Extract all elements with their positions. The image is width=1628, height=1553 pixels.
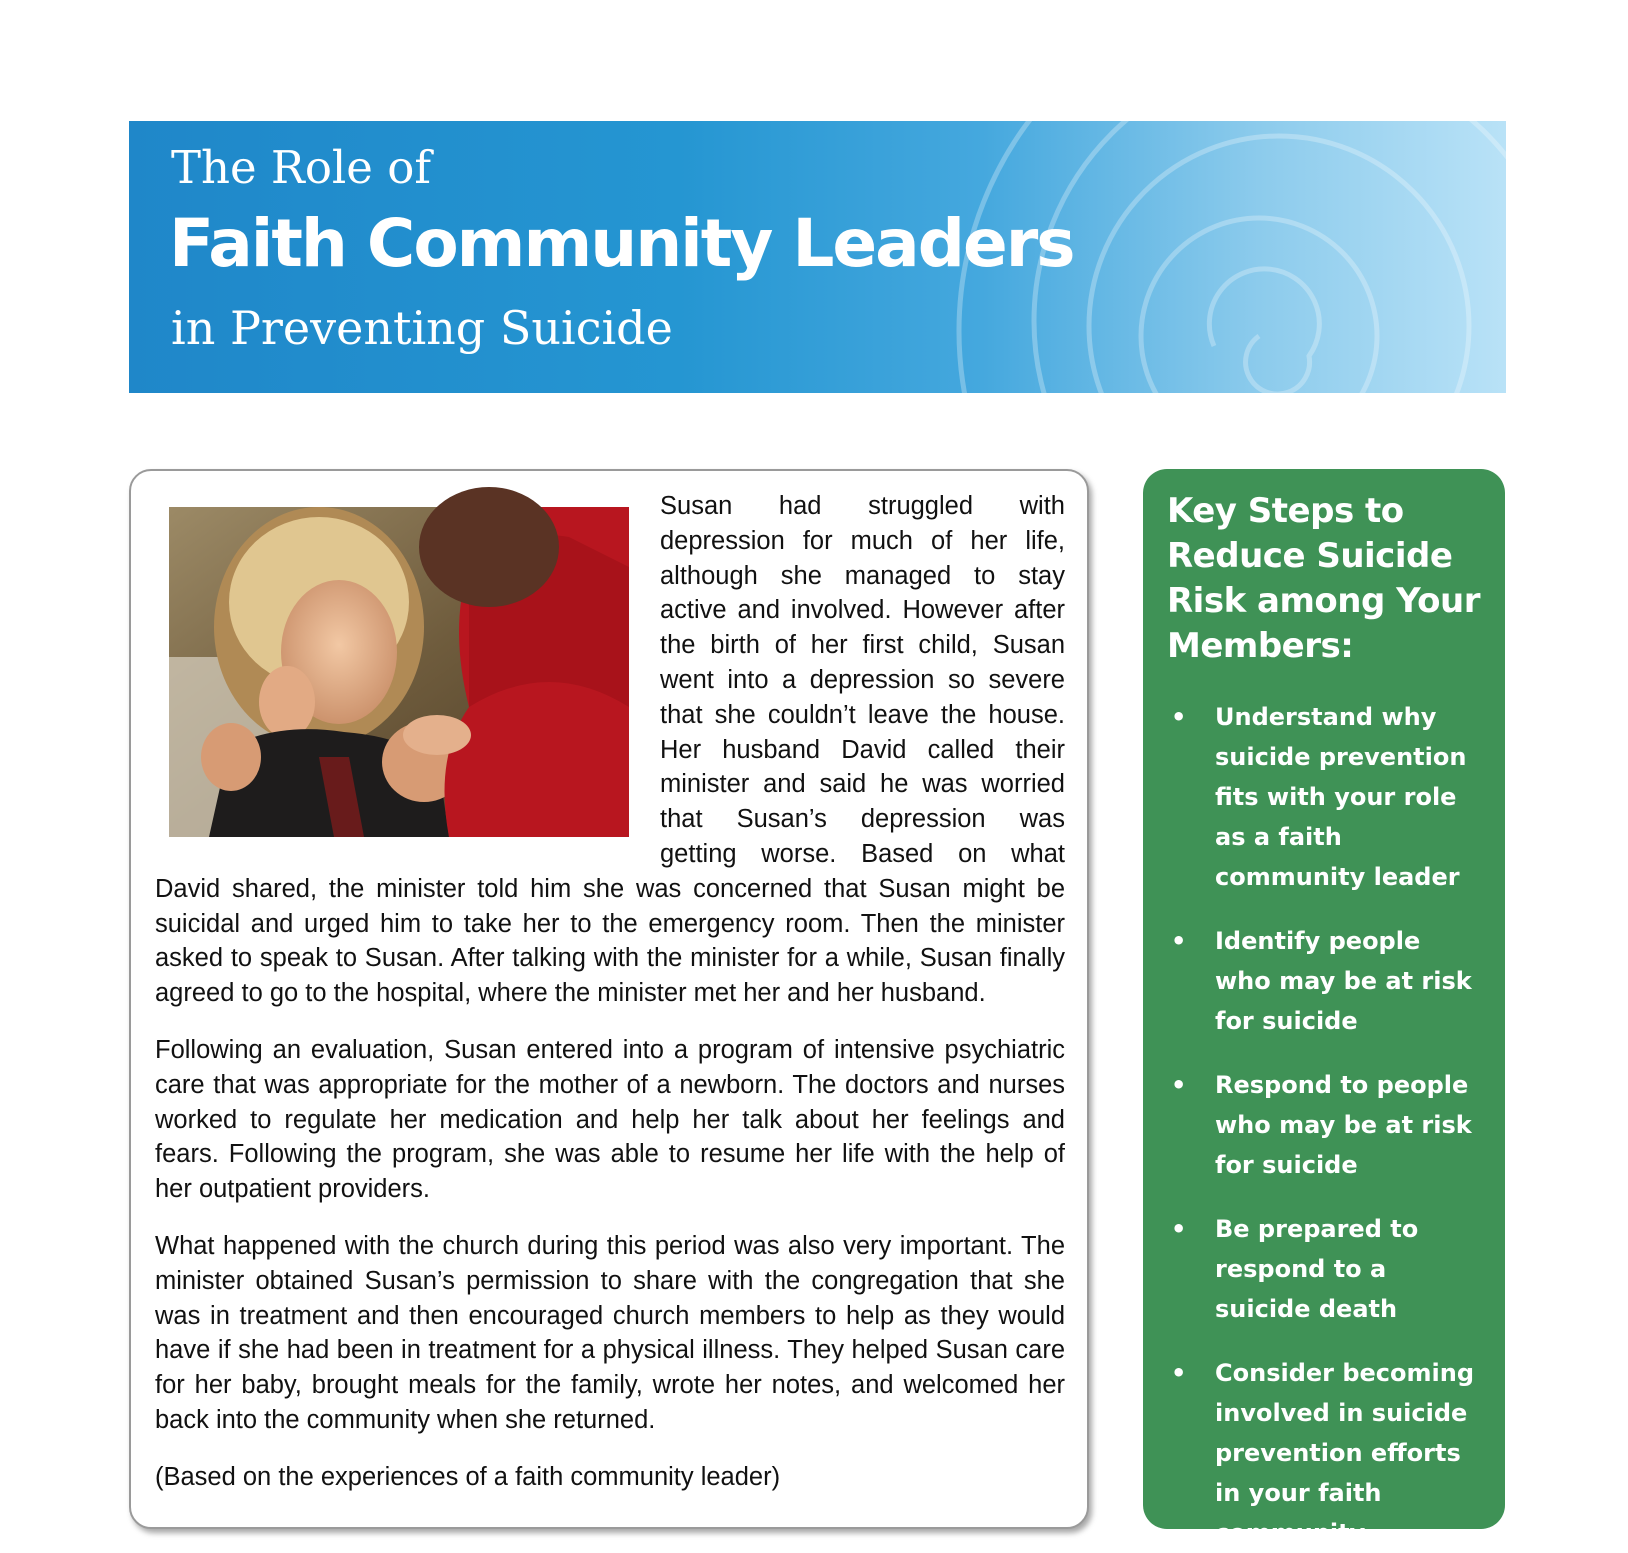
key-step-item	[1167, 1209, 1483, 1329]
story-paragraph-3: What happened with the church during this period was also very important. The minister obtained Susan’s permission to share with the congregation that she was in treatment and then encouraged church members to help as they would have if she had been in treatment for a physical illness. They helped Susan care for her baby, brought meals for the family, wrote her notes, and welcomed her back into the community when she returned.	[155, 1231, 1065, 1434]
bullet-icon: •	[1171, 1071, 1187, 1099]
bullet-icon: •	[1171, 927, 1187, 955]
story-credit: (Based on the experiences of a faith community leader)	[155, 1462, 781, 1491]
story-box	[129, 469, 1089, 1529]
story-paragraph-1: Susan had struggled with depression for much of her life, although she managed to stay active and involved. However after the birth of her first child, Susan went into a depression so severe that she couldn’t leave the house. Her husband David called their minister and said he was worried that Susan’s depression was getting worse. Based on what David shared, the minister told him she was concerned that Susan might be suicidal and urged him to take her to the emergency room. Then the minister asked to speak to Susan. After talking with the minister for a while, Susan finally agreed to go to the hospital, where the minister met her and her husband.	[155, 492, 1065, 1008]
key-step-text: Consider becoming involved in suicide prevention efforts in your faith community	[1215, 1359, 1475, 1547]
key-step-item	[1167, 697, 1483, 897]
key-step-text: Identify people who may be at risk for suicide	[1215, 927, 1472, 1035]
header-banner	[129, 121, 1506, 393]
key-step-item	[1167, 1353, 1483, 1553]
key-step-text: Respond to people who may be at risk for suicide	[1215, 1071, 1472, 1179]
bullet-icon: •	[1171, 1359, 1187, 1387]
key-step-text: Be prepared to respond to a suicide death	[1215, 1215, 1419, 1323]
key-steps-title: Key Steps to Reduce Suicide Risk among Your Members:	[1167, 491, 1480, 666]
title-line-1: The Role of	[171, 141, 431, 194]
key-steps-panel	[1143, 469, 1505, 1547]
title-line-2: Faith Community Leaders	[169, 205, 1074, 282]
key-step-text: Understand why suicide prevention fits with your role as a faith community leader	[1215, 703, 1467, 891]
key-steps-list	[1167, 697, 1483, 1553]
title-line-3: in Preventing Suicide	[171, 301, 673, 355]
key-step-item	[1167, 921, 1483, 1041]
bullet-icon: •	[1171, 703, 1187, 731]
key-step-item	[1167, 1065, 1483, 1185]
bullet-icon: •	[1171, 1215, 1187, 1243]
story-text	[155, 489, 1065, 1517]
story-paragraph-2: Following an evaluation, Susan entered into a program of intensive psychiatric care that was appropriate for the mother of a newborn. The doctors and nurses worked to regulate her medication and help her talk about her feelings and fears. Following the program, she was able to resume her life with the help of her outpatient providers.	[155, 1035, 1065, 1204]
